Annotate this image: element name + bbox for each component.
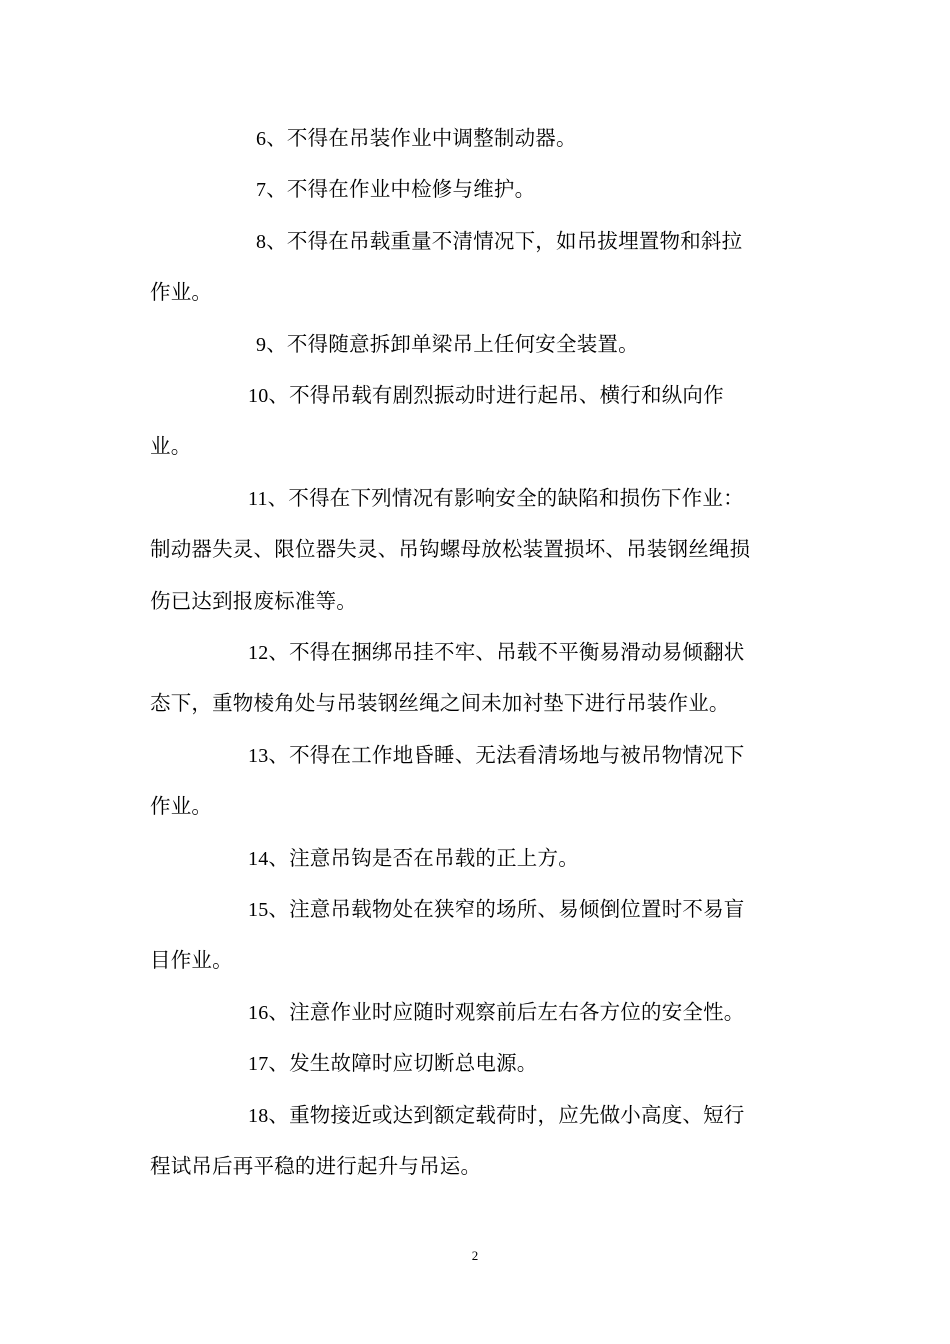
item-separator: 、 [268, 640, 290, 664]
item-separator: 、 [266, 126, 287, 150]
item-text: 不得在吊装作业中调整制动器。 [286, 126, 577, 150]
item-number: 15 [248, 899, 269, 921]
item-separator: 、 [266, 229, 287, 253]
item-continuation: 伤已达到报废标准等。 [150, 589, 357, 613]
list-item [256, 330, 639, 359]
item-separator: 、 [266, 332, 287, 356]
item-text: 发生故障时应切断总电源。 [289, 1051, 538, 1075]
item-number: 13 [248, 745, 269, 767]
page-number: 2 [471, 1248, 479, 1263]
item-continuation: 作业。 [150, 794, 213, 818]
item-separator: 、 [268, 1051, 290, 1075]
item-number: 16 [248, 1002, 269, 1024]
list-item [248, 1049, 538, 1078]
list-item [248, 895, 745, 924]
item-number: 9 [256, 334, 267, 356]
item-text: 不得在下列情况有影响安全的缺陷和损伤下作业： [288, 486, 744, 510]
list-item [248, 638, 745, 667]
item-continuation: 程试吊后再平稳的进行起升与吊运。 [150, 1154, 482, 1178]
list-item [248, 998, 745, 1027]
item-text: 重物接近或达到额定载荷时，应先做小高度、短行 [289, 1103, 745, 1127]
item-text: 不得在吊载重量不清情况下，如吊拔埋置物和斜拉 [286, 229, 743, 253]
item-text: 注意作业时应随时观察前后左右各方位的安全性。 [289, 1000, 745, 1024]
item-separator: 、 [268, 1000, 290, 1024]
item-separator: 、 [268, 1103, 290, 1127]
item-text: 不得在工作地昏睡、无法看清场地与被吊物情况下 [289, 743, 745, 767]
item-number: 17 [248, 1053, 269, 1075]
item-continuation: 制动器失灵、限位器失灵、吊钩螺母放松装置损坏、吊装钢丝绳损 [150, 537, 751, 561]
item-separator: 、 [268, 743, 290, 767]
item-continuation: 业。 [150, 434, 192, 458]
list-item [248, 741, 745, 770]
item-text: 不得随意拆卸单梁吊上任何安全装置。 [286, 332, 639, 356]
item-continuation: 目作业。 [150, 948, 233, 972]
item-separator: 、 [268, 846, 290, 870]
item-text: 不得吊载有剧烈振动时进行起吊、横行和纵向作 [289, 383, 724, 407]
list-item [256, 227, 742, 256]
list-item [248, 381, 724, 410]
list-item [248, 844, 579, 873]
item-number: 6 [256, 128, 267, 150]
item-text: 不得在作业中检修与维护。 [286, 177, 536, 201]
list-item [248, 484, 744, 513]
item-text: 不得在捆绑吊挂不牢、吊载不平衡易滑动易倾翻状 [289, 640, 745, 664]
list-item [256, 175, 535, 204]
item-number: 8 [256, 231, 267, 253]
item-separator: 、 [268, 897, 290, 921]
item-text: 注意吊载物处在狭窄的场所、易倾倒位置时不易盲 [289, 897, 745, 921]
list-item [248, 1101, 745, 1130]
item-number: 10 [248, 385, 269, 407]
list-item [256, 124, 577, 153]
item-number: 18 [248, 1105, 269, 1127]
item-number: 12 [248, 642, 269, 664]
item-continuation: 作业。 [150, 280, 213, 304]
item-separator: 、 [267, 486, 289, 510]
item-separator: 、 [268, 383, 290, 407]
item-number: 14 [248, 848, 269, 870]
item-number: 11 [248, 488, 268, 510]
item-text: 注意吊钩是否在吊载的正上方。 [289, 846, 579, 870]
item-number: 7 [256, 179, 267, 201]
item-continuation: 态下，重物棱角处与吊装钢丝绳之间未加衬垫下进行吊装作业。 [150, 691, 730, 715]
item-separator: 、 [266, 177, 287, 201]
